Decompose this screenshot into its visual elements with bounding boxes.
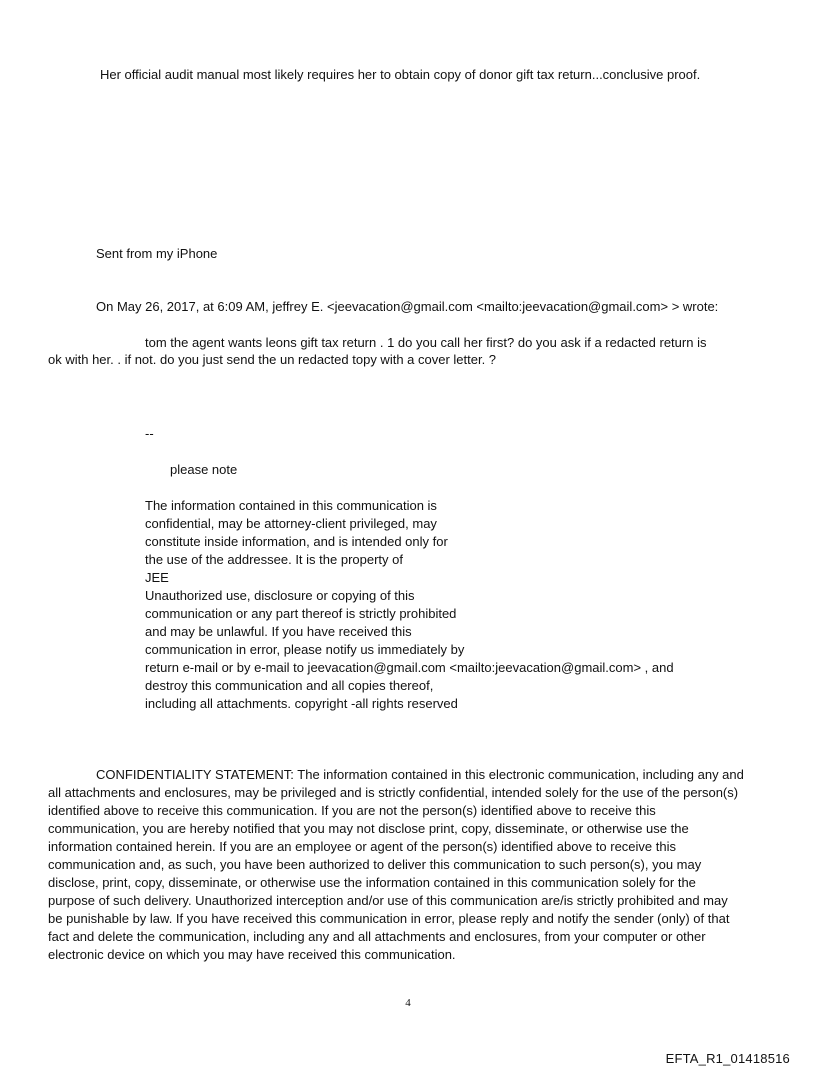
quoted-header: On May 26, 2017, at 6:09 AM, jeffrey E. <jeevacation@gmail.com <mailto:jeevacation@gmail.com> > wrote: — [96, 299, 719, 314]
legal-notice — [145, 497, 674, 713]
confidentiality-statement — [48, 766, 744, 964]
signature-separator: -- — [145, 426, 154, 441]
notice-line: and may be unlawful. If you have received this — [145, 624, 412, 639]
confidentiality-line: purpose of such delivery. Unauthorized interception and/or use of this communication are/is strictly prohibited and may — [48, 893, 728, 908]
email-signature: Sent from my iPhone — [96, 246, 218, 261]
confidentiality-line: identified above to receive this communication. If you are not the person(s) identified above to receive this — [48, 803, 656, 818]
notice-line: The information contained in this communication is — [145, 498, 437, 513]
confidentiality-line: disclose, print, copy, disseminate, or otherwise use the information contained in this communication solely for the — [48, 875, 696, 890]
confidentiality-line: be punishable by law. If you have received this communication in error, please reply and notify the sender (only) of that — [48, 911, 730, 926]
notice-line: including all attachments. copyright -all rights reserved — [145, 696, 458, 711]
notice-line: constitute inside information, and is intended only for — [145, 534, 448, 549]
confidentiality-line: all attachments and enclosures, may be privileged and is strictly confidential, intended solely for the use of the person(s) — [48, 785, 739, 800]
intro-message-line: Her official audit manual most likely requires her to obtain copy of donor gift tax return...conclusive proof. — [100, 67, 701, 82]
notice-line: return e-mail or by e-mail to jeevacation@gmail.com <mailto:jeevacation@gmail.com> , and — [145, 660, 674, 675]
confidentiality-line: communication, you are hereby notified that you may not disclose print, copy, disseminate, or otherwise use the — [48, 821, 689, 836]
confidentiality-line: communication and, as such, you have been authorized to deliver this communication to such person(s), you may — [48, 857, 702, 872]
notice-line: the use of the addressee. It is the property of — [145, 552, 403, 567]
confidentiality-line: information contained herein. If you are an employee or agent of the person(s) identified above to receive this — [48, 839, 676, 854]
confidentiality-line: electronic device on which you may have received this communication. — [48, 947, 456, 962]
quoted-body-line: ok with her. . if not. do you just send the un redacted topy with a cover letter. ? — [48, 352, 497, 367]
confidentiality-line: fact and delete the communication, including any and all attachments and enclosures, from your computer or other — [48, 929, 706, 944]
quoted-body-line: tom the agent wants leons gift tax return . 1 do you call her first? do you ask if a redacted return is — [145, 335, 707, 350]
notice-line: destroy this communication and all copies thereof, — [145, 678, 434, 693]
confidentiality-line: CONFIDENTIALITY STATEMENT: The information contained in this electronic communication, including any and — [96, 767, 744, 782]
notice-line: communication or any part thereof is strictly prohibited — [145, 606, 457, 621]
notice-line: confidential, may be attorney-client privileged, may — [145, 516, 437, 531]
notice-line: Unauthorized use, disclosure or copying of this — [145, 588, 415, 603]
page-number: 4 — [405, 997, 411, 1009]
notice-line: JEE — [145, 570, 169, 585]
notice-line: communication in error, please notify us immediately by — [145, 642, 465, 657]
note-heading: please note — [170, 462, 238, 477]
bates-number: EFTA_R1_01418516 — [665, 1051, 790, 1066]
